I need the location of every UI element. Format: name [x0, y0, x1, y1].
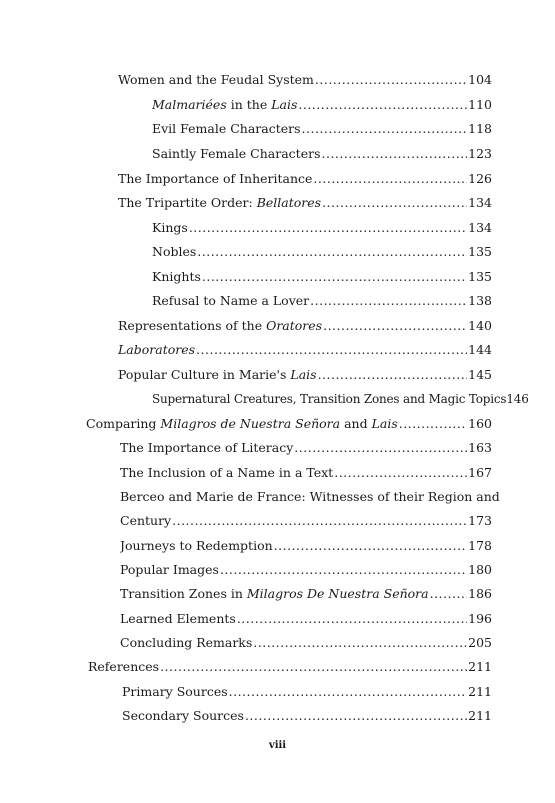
dot-leader [172, 512, 467, 530]
toc-entry: Nobles ..... 135 [152, 243, 492, 261]
toc-entry: Learned Elements ..... 196 [120, 610, 492, 628]
dot-leader [323, 317, 467, 335]
page-number: 160 [468, 416, 492, 431]
page-number: 178 [468, 538, 492, 553]
page-number: 211 [468, 708, 492, 723]
page-number: 110 [468, 97, 492, 112]
dot-leader [160, 658, 467, 676]
dot-leader [294, 439, 467, 457]
toc-entry: The Inclusion of a Name in a Text ..... 167 [120, 464, 492, 482]
dot-leader [202, 268, 467, 286]
dot-leader [245, 707, 467, 725]
page-number: 126 [468, 171, 492, 186]
page-number: 145 [468, 367, 492, 382]
toc-entry: Secondary Sources ..... 211 [122, 707, 492, 725]
page-number: 118 [468, 121, 492, 136]
dot-leader [229, 683, 468, 701]
page-number: 138 [468, 293, 492, 308]
dot-leader [315, 71, 467, 89]
toc-entry: Saintly Female Characters ..... 123 [152, 145, 492, 163]
page-number: 180 [468, 562, 492, 577]
page-number: 205 [468, 635, 492, 650]
page-number: 135 [468, 244, 492, 259]
page-number: 173 [468, 513, 492, 528]
dot-leader [318, 366, 468, 384]
toc-entry: Laboratores ..... 144 [118, 341, 492, 359]
toc-entry: The Tripartite Order: Bellatores ..... 134 [118, 194, 492, 212]
dot-leader [196, 341, 467, 359]
page-number: 163 [468, 440, 492, 455]
dot-leader [322, 145, 468, 163]
page-number: 134 [468, 195, 492, 210]
dot-leader [274, 537, 467, 555]
page-number: 104 [468, 72, 492, 87]
toc-entry: Comparing Milagros de Nuestra Señora and Lais ..... 160 [86, 415, 492, 433]
dot-leader [189, 219, 467, 237]
toc-entry: The Importance of Literacy ..... 163 [120, 439, 492, 457]
dot-leader [322, 194, 467, 212]
page-number: 167 [468, 465, 492, 480]
page-number: 186 [468, 586, 492, 601]
dot-leader [253, 634, 467, 652]
dot-leader [220, 561, 467, 579]
toc-entry: Primary Sources ..... 211 [122, 683, 492, 701]
dot-leader [334, 464, 467, 482]
toc-entry: Evil Female Characters ..... 118 [152, 120, 492, 138]
toc-entry: Representations of the Oratores ..... 140 [118, 317, 492, 335]
dot-leader [302, 120, 468, 138]
toc-entry: Concluding Remarks ..... 205 [120, 634, 492, 652]
toc-entry: Supernatural Creatures, Transition Zones and Magic Topics146 [152, 392, 529, 406]
dot-leader [197, 243, 467, 261]
toc-entry: Journeys to Redemption ..... 178 [120, 537, 492, 555]
toc-entry: Popular Culture in Marie's Lais ..... 145 [118, 366, 492, 384]
dot-leader [399, 415, 467, 433]
page-number: 123 [468, 146, 492, 161]
dot-leader [310, 292, 467, 310]
toc-entry: The Importance of Inheritance ..... 126 [118, 170, 492, 188]
page-number: 140 [468, 318, 492, 333]
page-folio: viii [268, 740, 287, 751]
toc-entry: References ..... 211 [88, 658, 492, 676]
dot-leader [313, 170, 467, 188]
dot-leader [430, 585, 468, 603]
page-number: 134 [468, 220, 492, 235]
toc-entry: Knights ..... 135 [152, 268, 492, 286]
page-number: 211 [468, 684, 492, 699]
dot-leader [237, 610, 467, 628]
toc-entry: Malmariées in the Lais ..... 110 [152, 96, 492, 114]
toc-entry: Transition Zones in Milagros De Nuestra Señora ..... 186 [120, 585, 492, 603]
toc-entry: Kings ..... 134 [152, 219, 492, 237]
toc-entry: Popular Images ..... 180 [120, 561, 492, 579]
page-number: 211 [468, 659, 492, 674]
page-number: 135 [468, 269, 492, 284]
toc-entry: Refusal to Name a Lover ..... 138 [152, 292, 492, 310]
page-number: 144 [468, 342, 492, 357]
dot-leader [298, 96, 467, 114]
page-number: 196 [468, 611, 492, 626]
toc-entry: Century ..... 173 [120, 512, 492, 530]
toc-entry: Women and the Feudal System ..... 104 [118, 71, 492, 89]
toc-entry: Berceo and Marie de France: Witnesses of their Region and [120, 489, 500, 504]
